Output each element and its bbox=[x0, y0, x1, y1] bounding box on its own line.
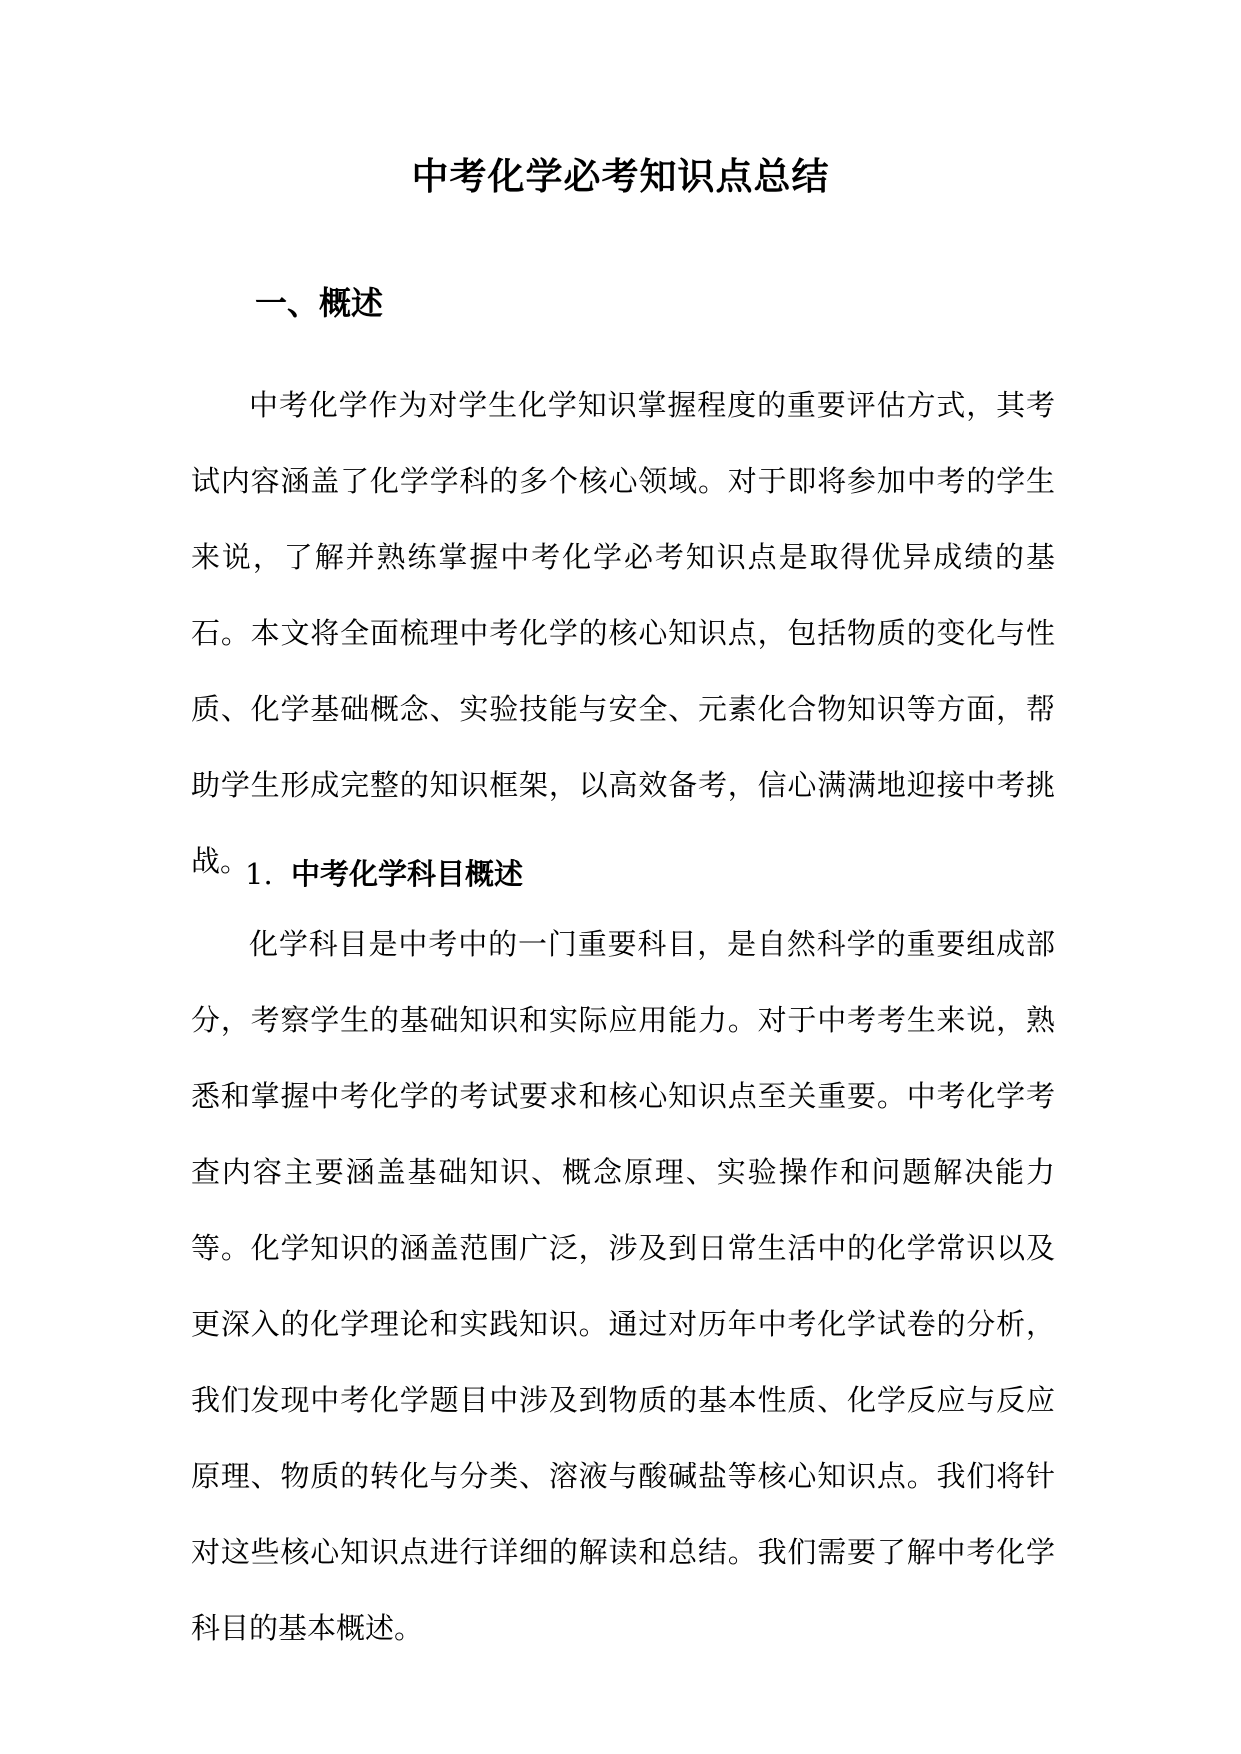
subject-overview-paragraph: 化学科目是中考中的一门重要科目，是自然科学的重要组成部分，考察学生的基础知识和实际应用能力。对于中考考生来说，熟悉和掌握中考化学的考试要求和核心知识点至关重要。中考化学考查内容主要涵盖基础知识、概念原理、实验操作和问题解决能力等。化学知识的涵盖范围广泛，涉及到日常生活中的化学常识以及更深入的化学理论和实践知识。通过对历年中考化学试卷的分析，我们发现中考化学题目中涉及到物质的基本性质、化学反应与反应原理、物质的转化与分类、溶液与酸碱盐等核心知识点。我们将针对这些核心知识点进行详细的解读和总结。我们需要了解中考化学科目的基本概述。 bbox=[191, 927, 1055, 1645]
subsection-title: 中考化学科目概述 bbox=[291, 857, 524, 891]
subsection-heading-subject-overview bbox=[245, 851, 523, 897]
subsection-number: 1. bbox=[245, 857, 273, 891]
document-title: 中考化学必考知识点总结 bbox=[411, 154, 830, 198]
overview-paragraph: 中考化学作为对学生化学知识掌握程度的重要评估方式，其考试内容涵盖了化学学科的多个核心领域。对于即将参加中考的学生来说，了解并熟练掌握中考化学必考知识点是取得优异成绩的基石。本文将全面梳理中考化学的核心知识点，包括物质的变化与性质、化学基础概念、实验技能与安全、元素化合物知识等方面，帮助学生形成完整的知识框架，以高效备考，信心满满地迎接中考挑战。 bbox=[191, 388, 1055, 878]
section-heading-overview: 一、概述 bbox=[255, 284, 384, 322]
